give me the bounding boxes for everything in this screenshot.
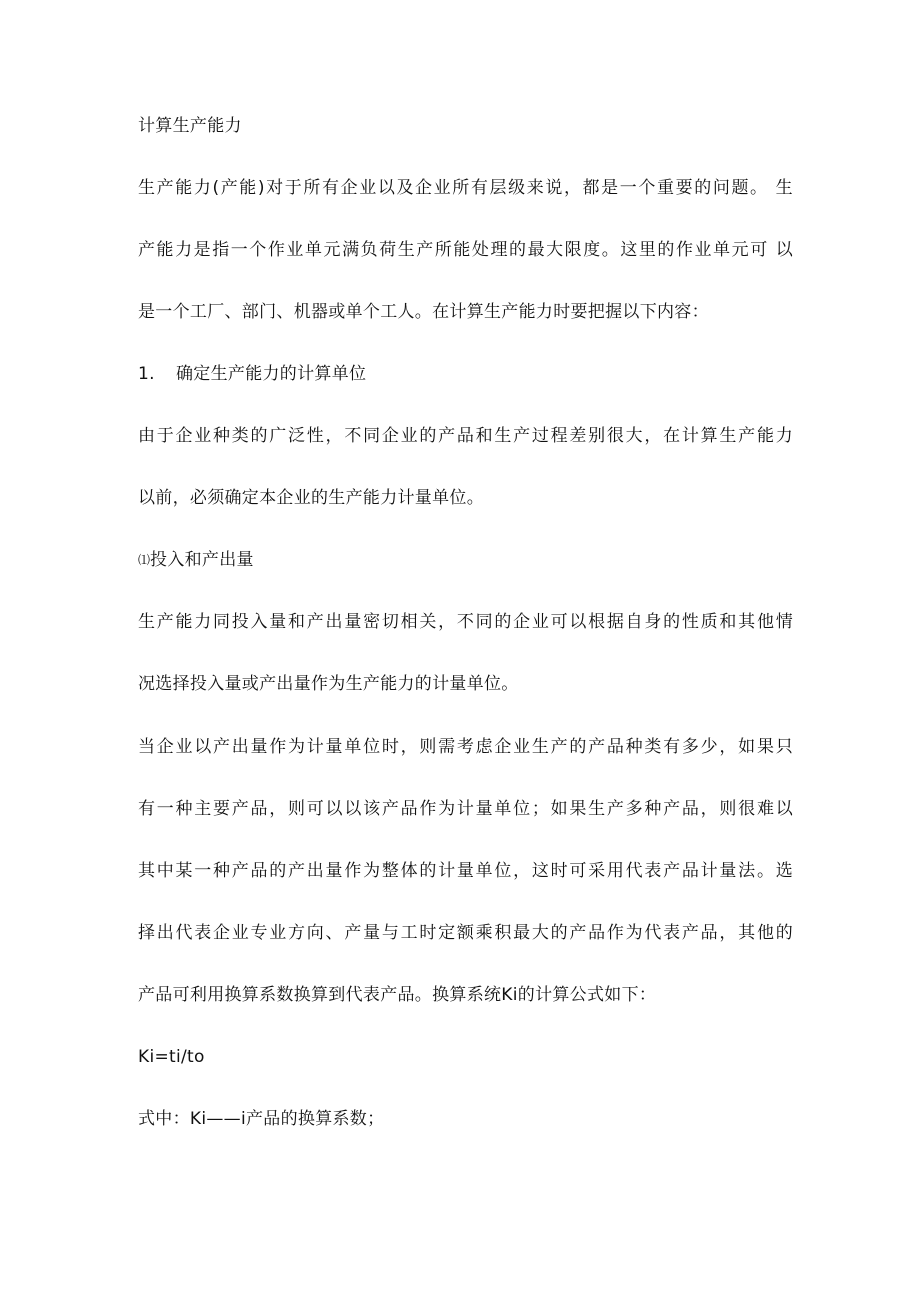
paragraph-line: 况选择投入量或产出量作为生产能力的计量单位。 [138, 674, 519, 694]
document-title: 计算生产能力 [138, 116, 242, 136]
section-heading-text: 确定生产能力的计算单位 [176, 364, 367, 384]
paragraph-line: 有一种主要产品，则可以以该产品作为计量单位；如果生产多种产品，则很难以 [138, 799, 793, 819]
paragraph-line: 由于企业种类的广泛性，不同企业的产品和生产过程差别很大，在计算生产能力 [138, 426, 793, 446]
formula-note: 式中：Ki——i产品的换算系数； [138, 1109, 385, 1129]
paragraph-line: 当企业以产出量作为计量单位时，则需考虑企业生产的产品种类有多少，如果只 [138, 737, 793, 757]
paragraph-line: 择出代表企业专业方向、产量与工时定额乘积最大的产品作为代表产品，其他的 [138, 923, 793, 943]
paragraph-line: 以前，必须确定本企业的生产能力计量单位。 [138, 488, 484, 508]
section-number: 1. [138, 364, 155, 384]
subsection-heading-text: 投入和产出量 [150, 550, 254, 570]
paragraph-line: 生产能力(产能)对于所有企业以及企业所有层级来说，都是一个重要的问题。 生 [138, 178, 793, 198]
formula: Ki=ti/to [138, 1047, 205, 1067]
paragraph-line: 产能力是指一个作业单元满负荷生产所能处理的最大限度。这里的作业单元可 以 [138, 240, 793, 260]
paragraph-line: 产品可利用换算系数换算到代表产品。换算系统Ki的计算公式如下： [138, 985, 657, 1005]
section-heading [138, 362, 793, 386]
paragraph-line: 其中某一种产品的产出量作为整体的计量单位，这时可采用代表产品计量法。选 [138, 861, 793, 881]
paragraph-line: 生产能力同投入量和产出量密切相关，不同的企业可以根据自身的性质和其他情 [138, 612, 793, 632]
paragraph-line: 是一个工厂、部门、机器或单个工人。在计算生产能力时要把握以下内容： [138, 302, 709, 322]
subsection-heading [138, 548, 793, 572]
subsection-number: ⑴ [138, 553, 151, 567]
